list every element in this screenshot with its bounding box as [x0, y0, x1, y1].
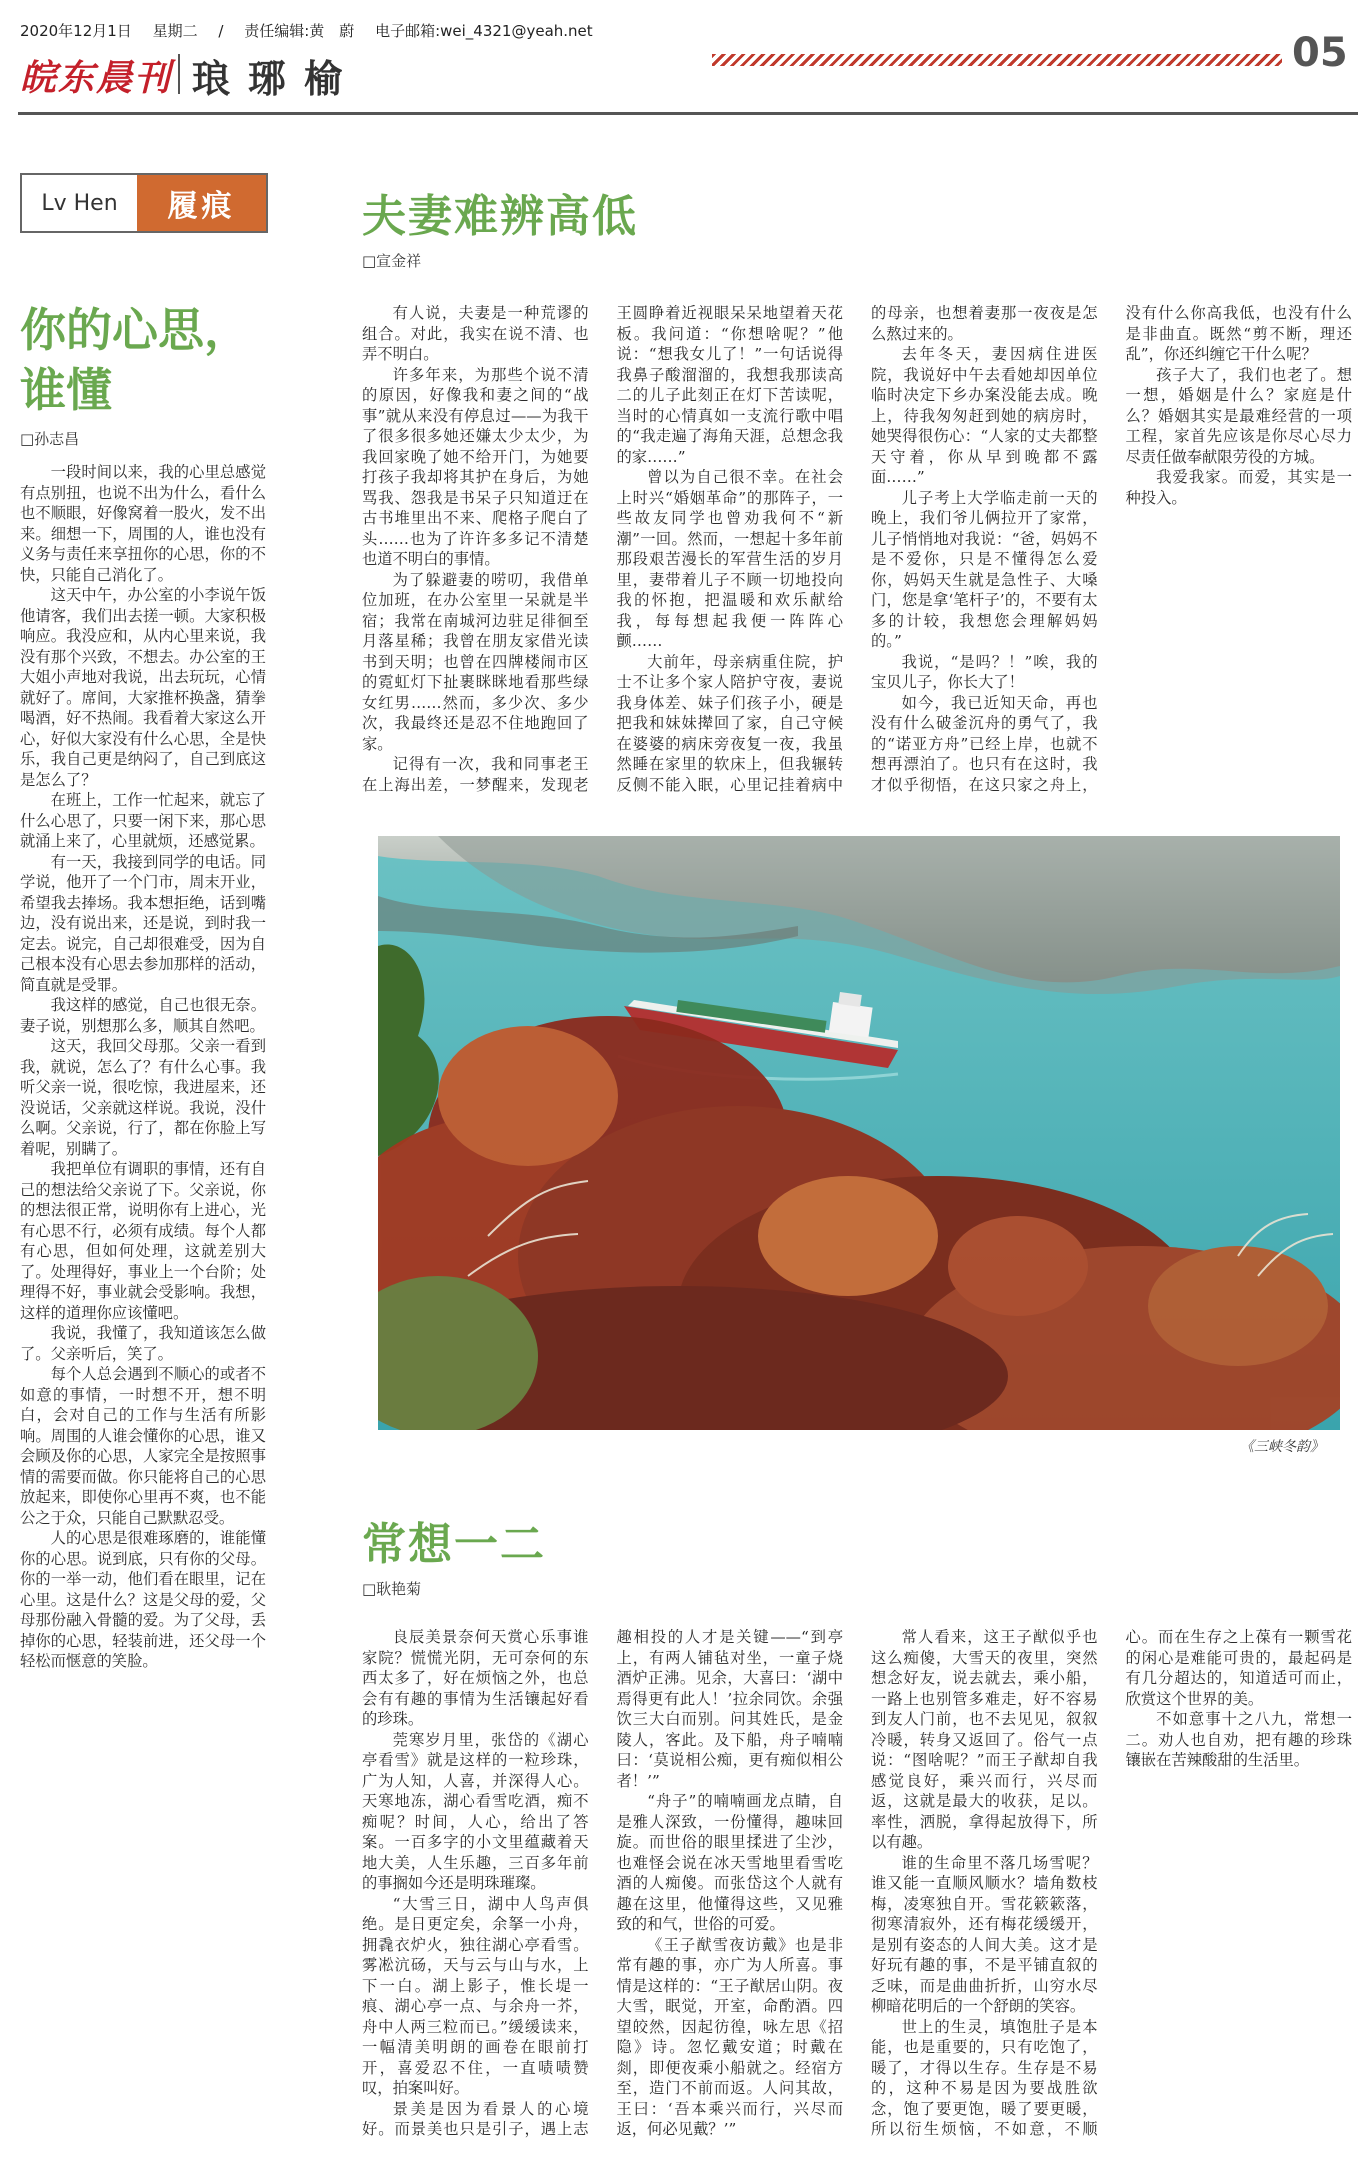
article2-paragraph: 许多年来，为那些个说不清的原因，好像我和妻之间的“战事”就从来没有停息过——为我干了很多很多她还嫌太少太少，为我回家晚了她不给开门，为她要打孩子我却将其护在身后，为她骂我、怨我是书呆子只知道迂在古书堆里出不来、爬格子爬白了头……也为了许许多多记不清楚也道不明白的事情。 [362, 365, 589, 568]
article1-paragraph: 有一天，我接到同学的电话。同学说，他开了一个门市，周末开业，希望我去捧场。我本想拒绝，话到嘴边，没有说出来，还是说，到时我一定去。说完，自己却很难受，因为自己根本没有心思去参加那样的活动，简直就是受罪。 [20, 852, 266, 994]
header-slash: / [218, 22, 224, 40]
article2-paragraph: 去年冬天，妻因病住进医院，我说好中午去看她却因单位临时决定下乡办案没能去成。晚上，待我匆匆赶到她的病房时，她哭得很伤心：“人家的丈夫都整天守着，你从早到晚都不露面……” [871, 345, 1098, 486]
article2-paragraph: 我说，“是吗？！”唉，我的宝贝儿子，你长大了！ [871, 652, 1098, 691]
article1-paragraph: 一段时间以来，我的心里总感觉有点别扭，也说不出为什么，看什么也不顺眼，好像窝着一股火，发不出来。细想一下，周围的人，谁也没有义务与责任来享扭你的心思，你的不快，只能自己消化了。 [20, 463, 266, 584]
article1-paragraph: 我把单位有调职的事情，还有自己的想法给父亲说了下。父亲说，你的想法很正常，说明你有上进心，光有心思不行，必须有成绩。每个人都有心思，但如何处理，这就差别大了。处理得好，事业上一个台阶；处理得不好，事业就会受影响。我想，这样的道理你应该懂吧。 [20, 1160, 266, 1322]
article3-body [362, 1627, 1352, 2157]
article3-paragraph: 《王子猷雪夜访戴》也是非常有趣的事，亦广为人所喜。事情是这样的：“王子猷居山阴。夜大雪，眠觉，开室，命酌酒。四望皎然，因起彷徨，咏左思《招隐》诗。忽忆戴安道；时戴在剡，即便夜乘小船就之。经宿方至，造门不前而返。人问其故，王曰：‘吾本乘兴而行，兴尽而返，何必见戴？’” [616, 1935, 843, 2138]
brand-divider [178, 54, 180, 94]
editor-name: 责任编辑:黄 蔚 [244, 22, 355, 40]
header-info-line [20, 20, 609, 41]
article1-paragraph: 我这样的感觉，自己也很无奈。妻子说，别想那么多，顺其自然吧。 [20, 996, 266, 1035]
article2-paragraph: 大前年，母亲病重住院，护士不让多个家人陪护守夜，妻说我身体差、妹子们孩子小，硬是把我和妹妹撵回了家，自己守候在婆婆的病床旁夜复一夜，我虽然睡在家里的软床上，但我辗转反侧不能入眠，心里记挂着病中的母亲，也想着妻那一夜夜是怎么熬过来的。 [616, 304, 1098, 794]
article3-paragraph: 莞寒岁月里，张岱的《湖心亭看雪》就是这样的一粒珍珠，广为人知，人喜，并深得人心。天寒地冻，湖心看雪吃酒，痴不痴呢？时间，人心，给出了答案。一百多字的小文里蕴藏着天地大美，人生乐趣，三百多年前的事搁如今还是明珠璀璨。 [362, 1730, 589, 1892]
header-rule [18, 112, 1358, 115]
page-number: 05 [1292, 30, 1348, 76]
article1-paragraph: 在班上，工作一忙起来，就忘了什么心思了，只要一闲下来，那心思就涌上来了，心里就烦，还感觉累。 [20, 791, 266, 850]
article1-paragraph: 这天中午，办公室的小李说午饭他请客，我们出去搓一顿。大家积极响应。我没应和，从内心里来说，我没有那个兴致，不想去。办公室的王大姐小声地对我说，出去玩玩，心情就好了。席间，大家推杯换盏，猜拳喝酒，好不热闹。我看着大家这么开心，好似大家没有什么心思，全是快乐，我自己更是纳闷了，自己到底这是怎么了？ [20, 586, 266, 789]
article3-paragraph: 景美是因为看景人的心境好。而景美也只是引子，遇上志趣相投的人才是关键——“到亭上，有两人铺毡对坐，一童子烧酒炉正沸。见余，大喜曰：‘湖中焉得更有此人！’拉余同饮。余强饮三大白而别。问其姓氏，是金陵人，客此。及下船，舟子喃喃曰：‘莫说相公痴，更有痴似相公者！’” [362, 1628, 843, 2138]
decorative-stripe [712, 54, 1282, 66]
article1-title-line2: 谁懂 [20, 363, 112, 417]
article1-paragraph: 这天，我回父母那。父亲一看到我，就说，怎么了？有什么心事。我听父亲一说，很吃惊，我进屋来，还没说话，父亲就这样说。我说，没什么啊。父亲说，行了，都在你脸上写着呢，别瞒了。 [20, 1037, 266, 1158]
section-title: 琅琊榆 [192, 57, 361, 101]
article1-byline: □孙志昌 [20, 430, 80, 448]
article2-paragraph: 儿子考上大学临走前一天的晚上，我们爷儿俩拉开了家常，儿子悄悄地对我说：“爸，妈妈不是不爱你，只是不懂得怎么爱你，妈妈天生就是急性子、大嗓门，您是拿‘笔杆子’的，不要有太多的计较，我想您会理解妈妈的。” [871, 488, 1098, 650]
editor-email: 电子邮箱:wei_4321@yeah.net [375, 22, 593, 40]
article1-paragraph: 人的心思是很难琢磨的，谁能懂你的心思。说到底，只有你的父母。你的一举一动，他们看在眼里，记在心里。这是什么？这是父母的爱，父母那份融入骨髓的爱。为了父母，丢掉你的心思，轻装前进，还父母一个轻松而惬意的笑脸。 [20, 1529, 266, 1670]
column-badge-english: Lv Hen [41, 190, 118, 216]
article1-title [20, 300, 250, 420]
article1-title-line1: 你的心思， [20, 303, 250, 357]
article1-body [20, 462, 266, 2152]
article2-paragraph: 我爱我家。而爱，其实是一种投入。 [1125, 468, 1352, 507]
article3-paragraph: 谁的生命里不落几场雪呢？谁又能一直顺风顺水？墙角数枝梅，凌寒独自开。雪花簌簌落，彻寒清寂外，还有梅花缓缓开，是别有姿态的人间大美。这才是好玩有趣的事，不是平铺直叙的乏味，而是曲曲折折，山穷水尽柳暗花明后的一个舒朗的笑容。 [871, 1853, 1098, 2015]
article2-paragraph: 如今，我已近知天命，再也没有什么破釜沉舟的勇气了，我的“诺亚方舟”已经上岸，也就不想再漂泊了。也只有在这时，我才似乎彻悟，在这只家之舟上，没有什么你高我低，也没有什么是非曲直。既然“剪不断，理还乱”，你还纠缠它干什么呢？ [871, 304, 1352, 794]
column-badge [20, 173, 268, 233]
newspaper-brand: 皖东晨刊 [20, 57, 173, 99]
article3-paragraph: 世上的生灵，填饱肚子是本能，也是重要的，只有吃饱了，暖了，才得以生存。生存是不易的，这种不易是因为要战胜欲念，饱了要更饱，暖了要更暖，所以衍生烦恼，不如意，不顺心。而在生存之上葆有一颗雪花的闲心是难能可贵的，最起码是有几分超达的，知道适可而止，欣赏这个世界的美。 [871, 1628, 1352, 2138]
photo-illustration [378, 836, 1340, 1430]
article3-paragraph: “舟子”的喃喃画龙点睛，自是雅人深致，一份懂得，趣味回旋。而世俗的眼里揉进了尘沙，也难怪会说在冰天雪地里看雪吃酒的人痴傻。而张岱这个人就有趣在这里，他懂得这些，又见雅致的和气，世俗的可爱。 [616, 1792, 843, 1933]
article3-byline: □耿艳菊 [362, 1580, 422, 1598]
article2-paragraph: 孩子大了，我们也老了。想一想，婚姻是什么？家庭是什么？婚姻其实是最难经营的一项工程，家首先应该是你尽心尽力尽责任做奉献限劳役的方城。 [1125, 365, 1352, 466]
article3-paragraph: “大雪三日，湖中人鸟声俱绝。是日更定矣，余拏一小舟，拥毳衣炉火，独往湖心亭看雪。雾凇沆砀，天与云与山与水，上下一白。湖上影子，惟长堤一痕、湖心亭一点、与余舟一芥，舟中人两三粒而已。”缓缓读来，一幅清美明朗的画卷在眼前打开，喜爱忍不住，一直啧啧赞叹，拍案叫好。 [362, 1894, 589, 2097]
article3-paragraph: 常人看来，这王子猷似乎也这么痴傻，大雪天的夜里，突然想念好友，说去就去，乘小船，一路上也别管多难走，好不容易到友人门前，也不去见见，叙叙冷暖，转身又返回了。俗气一点说：“图啥呢？”而王子猷却自我感觉良好，乘兴而行，兴尽而返，这就是最大的收获，足以。率性，洒脱，拿得起放得下，所以有趣。 [871, 1628, 1098, 1851]
article2-paragraph: 曾以为自己很不幸。在社会上时兴“婚姻革命”的那阵子，一些故友同学也曾劝我何不“新潮”一回。然而，一想起十多年前那段艰苦漫长的军营生活的岁月里，妻带着儿子不顾一切地投向我的怀抱，把温暖和欢乐献给我，每每想起我便一阵阵心颤…… [616, 468, 843, 650]
photo-caption: 《三峡冬韵》 [1240, 1439, 1324, 1455]
article3-title: 常想一二 [362, 1519, 546, 1570]
article3-paragraph: 良辰美景奈何天赏心乐事谁家院？慌慌光阴，无可奈何的东西太多了，好在烦恼之外，也总会有有趣的事情为生活镶起好看的珍珠。 [362, 1628, 589, 1728]
article2-paragraph: 记得有一次，我和同事老王在上海出差，一梦醒来，发现老王圆睁着近视眼呆呆地望着天花板。我问道：“你想啥呢？”他说：“想我女儿了！”一句话说得我鼻子酸溜溜的，我想我那读高二的儿子此刻正在灯下苦读呢，当时的心情真如一支流行歌中唱的“我走遍了海角天涯，总想念我的家……” [362, 304, 843, 794]
article2-paragraph: 有人说，夫妻是一种荒谬的组合。对此，我实在说不清、也弄不明白。 [362, 304, 589, 363]
article2-body [362, 303, 1352, 798]
article2-title: 夫妻难辨高低 [362, 191, 638, 242]
article1-paragraph: 我说，我懂了，我知道该怎么做了。父亲听后，笑了。 [20, 1324, 266, 1363]
article1-paragraph: 每个人总会遇到不顺心的或者不如意的事情，一时想不开，想不明白，会对自己的工作与生活有所影响。周围的人谁会懂你的心思，谁又会顾及你的心思，人家完全是按照事情的需要而做。你只能将自己的心思放起来，即使你心里再不爽，也不能公之于众，只能自己默默忍受。 [20, 1365, 266, 1527]
photo-three-gorges [378, 836, 1340, 1430]
article2-byline: □宣金祥 [362, 252, 422, 270]
issue-date: 2020年12月1日 [20, 22, 132, 40]
article3-paragraph: 不如意事十之八九，常想一二。劝人也自劝，把有趣的珍珠镶嵌在苦辣酸甜的生活里。 [1125, 1710, 1352, 1769]
article2-paragraph: 为了躲避妻的唠叨，我借单位加班，在办公室里一呆就是半宿；我常在南城河边驻足徘徊至月落星稀；我曾在朋友家借光读书到天明；也曾在四牌楼闹市区的霓虹灯下扯裹眯眯地看那些绿女红男……然而，多少次、多少次，我最终还是忍不住地跑回了家。 [362, 570, 589, 753]
column-badge-chinese: 履痕 [137, 175, 266, 231]
issue-weekday: 星期二 [152, 22, 198, 40]
